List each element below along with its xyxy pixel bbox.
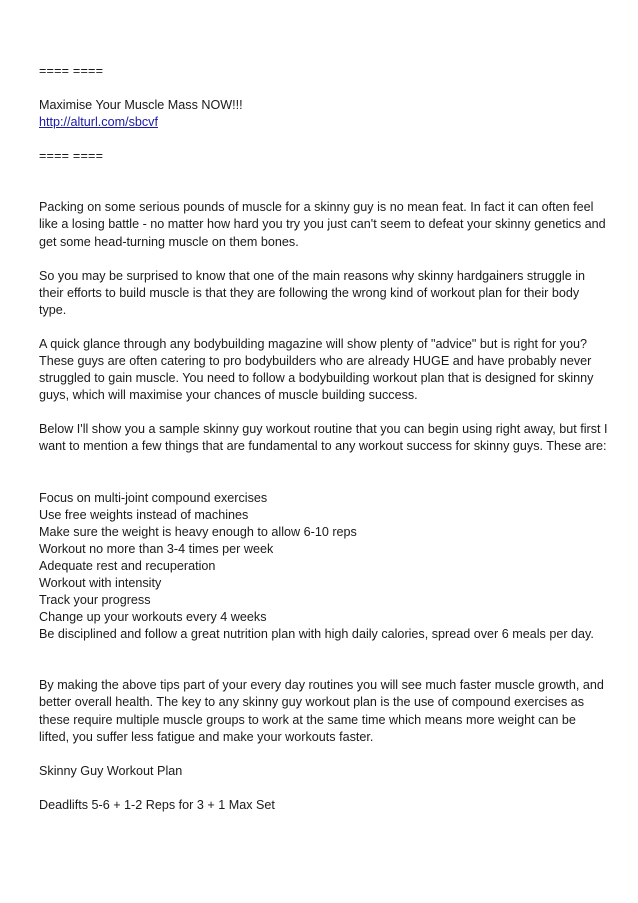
list-item: Be disciplined and follow a great nutrition plan with high daily calories, spread over 6 meals per day.	[39, 627, 594, 642]
list-item: Track your progress	[39, 593, 151, 608]
section-title: Skinny Guy Workout Plan	[39, 763, 183, 778]
paragraph-intro: Packing on some serious pounds of muscle for a skinny guy is no mean feat. In fact it can often feel like a losing battle - no matter how hard you try you just can't seem to defeat your skinny genetics and get some head-turning muscle on them bones.	[39, 200, 606, 249]
plan-item: Deadlifts 5-6 + 1-2 Reps for 3 + 1 Max Set	[39, 797, 275, 812]
promo-link[interactable]: http://alturl.com/sbcvf	[39, 115, 158, 130]
headline: Maximise Your Muscle Mass NOW!!!	[39, 98, 243, 113]
separator-bottom: ==== ====	[39, 149, 104, 164]
list-item: Change up your workouts every 4 weeks	[39, 610, 267, 625]
document-page	[39, 63, 609, 814]
tips-list	[39, 490, 609, 644]
separator-top: ==== ====	[39, 64, 104, 78]
list-item: Make sure the weight is heavy enough to allow 6-10 reps	[39, 524, 357, 539]
paragraph-magazine: A quick glance through any bodybuilding magazine will show plenty of "advice" but is right for you? These guys are often catering to pro bodybuilders who are already HUGE and have probably never struggled to gain muscle. You need to follow a bodybuilding workout plan that is designed for skinny guys, which will maximise your chances of muscle building success.	[39, 336, 594, 403]
list-item: Adequate rest and recuperation	[39, 558, 216, 573]
list-item: Focus on multi-joint compound exercises	[39, 490, 268, 505]
list-item: Workout with intensity	[39, 575, 162, 590]
paragraph-closing: By making the above tips part of your every day routines you will see much faster muscle growth, and better overall health. The key to any skinny guy workout plan is the use of compound exercises as these require multiple muscle groups to work at the same time which means more weight can be lifted, you suffer less fatigue and make your workouts faster.	[39, 678, 604, 744]
list-item: Workout no more than 3-4 times per week	[39, 541, 274, 556]
list-item: Use free weights instead of machines	[39, 507, 249, 522]
paragraph-below: Below I'll show you a sample skinny guy workout routine that you can begin using right away, but first I want to mention a few things that are fundamental to any workout success for skinny guys. These are:	[39, 422, 608, 454]
paragraph-surprise: So you may be surprised to know that one of the main reasons why skinny hardgainers struggle in their efforts to build muscle is that they are following the wrong kind of workout plan for their body type.	[39, 268, 586, 317]
